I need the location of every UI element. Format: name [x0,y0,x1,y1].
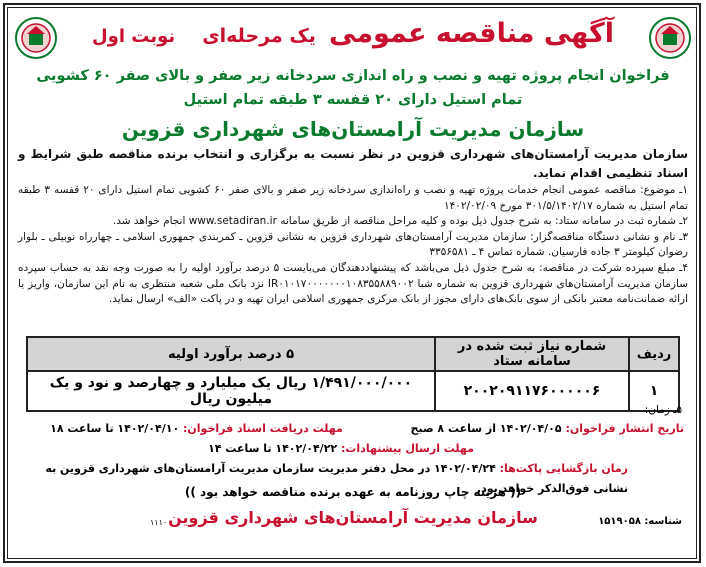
header-row-number: ردیف [629,337,679,371]
publish-value: ۱۴۰۲/۰۴/۰۵ از ساعت ۸ صبح [410,422,562,435]
item-deposit: ۴ـ مبلغ سپرده شرکت در مناقصه: به شرح جدول ذیل می‌باشد که پیشنهاددهندگان می‌بایست ۵ درصد برآورد اولیه را به صورت وجه نقد به حساب سپرده سازمان مدیریت آرامستان‌های شهرداری قزوین به شماره شبا IR۰۱۰۱۷۰۰۰۰۰۰۰۱۰۸۳۵۵۸۸۹۰۰۲ نزد بانک ملی شعبه منتظری به نام این سازمان، واریز یا ارائه ضمانت‌نامه معتبر بانکی از سوی بانک‌های دارای مجوز از بانک مرکزی جمهوری اسلامی ایران تهیه و در پاکت «الف» ارسال نماید. [18,261,688,306]
opening-label: زمان بازگشایی پاکت‌ها: [499,462,628,475]
municipality-logo-left [14,16,58,60]
notice-body [18,145,688,308]
item-registration: ۲ـ شماره ثبت در سامانه ستاد: به شرح جدول ذیل بوده و کلیه مراحل مناقصه از طریق سامانه www.setadiran.ir انجام خواهد شد. [112,215,688,228]
table-header-row [27,337,679,371]
notice-id: شناسه: ۱۵۱۹۰۵۸ [598,516,682,527]
receive-label: مهلت دریافت اسناد فراخوان: [183,422,343,435]
cell-need-number: ۲۰۰۲۰۹۱۱۷۶۰۰۰۰۰۶ [435,371,629,411]
organization-name: سازمان مدیریت آرامستان‌های شهرداری قزوین [121,117,585,141]
item-address: ۳ـ نام و نشانی دستگاه مناقصه‌گزار: سازمان مدیریت آرامستان‌های شهرداری قزوین به نشانی قزوین ـ کمربندی جمهوری اسلامی ـ چهارراه نوبیلی ـ بلوار رضوان کیلومتر ۳ جاده فارسیان. شماره تماس ۴ ـ ۳۳۵۶۵۸۱ [18,230,688,259]
intro-paragraph: سازمان مدیریت آرامستان‌های شهرداری قزوین در نظر نسبت به برگزاری و انتخاب برنده مناقصه طبق شرایط و اسناد تنظیمی اقدام نماید. [18,147,688,180]
tender-table [26,336,680,412]
receive-value: ۱۴۰۲/۰۴/۱۰ تا ساعت ۱۸ [50,422,180,435]
table-row [27,371,679,411]
schedule-heading: ۵ـ زمان: [644,404,682,416]
schedule-row-submit [22,439,684,459]
header-deposit: ۵ درصد برآورد اولیه [27,337,435,371]
cell-deposit: ۱/۴۹۱/۰۰۰/۰۰۰ ریال یک میلیارد و چهارصد و نود و یک میلیون ریال [27,371,435,411]
footer-number: ۱۱۱۰ [150,518,168,527]
headline [70,18,636,58]
opening-value: ۱۴۰۲/۰۴/۲۴ در محل دفتر مدیریت سازمان مدیریت آرامستان‌های شهرداری قزوین به نشانی فوق‌الذکر خواهد بود. [45,462,628,495]
cost-note: (( هزینه چاپ روزنامه به عهده برنده مناقصه خواهد بود )) [184,485,522,499]
submit-value: ۱۴۰۲/۰۴/۲۲ تا ساعت ۱۴ [208,442,338,455]
item-subject: ۱ـ موضوع: مناقصه عمومی انجام خدمات پروژه تهیه و نصب و راه‌اندازی سردخانه زیر صفر و بالای صفر ۶۰ کشویی تمام استیل دارای ۲۰ قفسه ۳ طبقه تمام استیل به شماره ۳۰۱/۵/۱۴۰۲/۱۷ مورخ ۱۴۰۲/۰۲/۰۹ [18,184,688,212]
municipality-logo-right [648,16,692,60]
header-need-number: شماره نیاز ثبت شده در سامانه ستاد [435,337,629,371]
cell-row-number: ۱ [629,371,679,411]
project-subtitle: فراخوان انجام پروژه تهیه و نصب و راه اندازی سردخانه زیر صفر و بالای صفر ۶۰ کشویی تمام استیل دارای ۲۰ قفسه ۳ طبقه تمام استیل [36,68,670,108]
submit-label: مهلت ارسال پیشنهادات: [340,442,474,455]
signature: سازمان مدیریت آرامستان‌های شهرداری قزوین [168,508,538,527]
publish-label: تاریخ انتشار فراخوان: [565,422,684,435]
schedule-row-publish-receive [22,419,684,439]
notice-title: آگهی مناقصه عمومی [329,18,614,49]
notice-title-suffix: یک مرحله‌ای [202,25,316,47]
publication-turn: نوبت اول [92,26,176,47]
